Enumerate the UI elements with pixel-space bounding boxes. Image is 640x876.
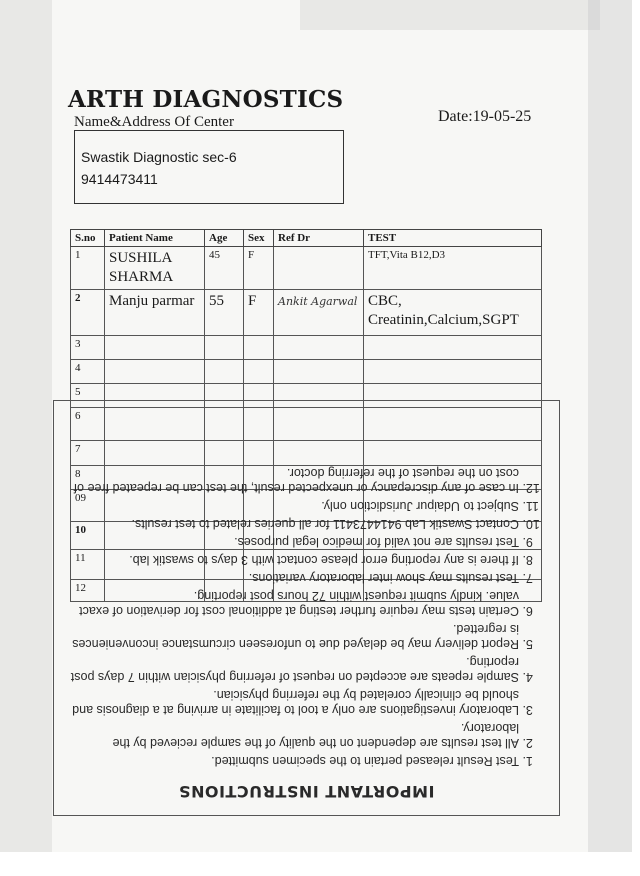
cell-sno: 7 <box>71 441 105 466</box>
instruction-item: 3. Laboratory investigations are only a tool to facilitate in arriving at a diagnosis and should be clinically corelated by the referring physician. <box>68 687 519 717</box>
instructions-panel-inverted <box>53 400 560 816</box>
instruction-item: 12. In case of any discrepancy or unexpected result, the test can be repeated free of cost on the request of the referring doctor. <box>68 465 519 495</box>
cell-sno: 2 <box>71 290 105 336</box>
instruction-item: 5. Report delivery may be delayed due to unforeseen circumstance inconveniences is regretted. <box>68 621 519 651</box>
col-test: TEST <box>364 230 542 247</box>
instruction-item: 8. If there is any reporting error please contact with 3 days to swastik lab. <box>68 552 519 567</box>
cell-age: 55 <box>205 290 244 336</box>
lab-title: ARTH DIAGNOSTICS <box>68 86 344 113</box>
cell-sex: F <box>244 290 274 336</box>
instructions-title: IMPORTANT INSTRUCTIONS <box>178 782 435 801</box>
cell-ref-dr-signature: Ankit Agarwal <box>274 290 364 336</box>
cell-sno: 3 <box>71 336 105 360</box>
scan-shadow-top <box>300 0 600 30</box>
cell-sno: 8 <box>71 466 105 490</box>
cell-sno: 11 <box>71 550 105 580</box>
cell-patient-name: SUSHILA SHARMA <box>105 247 205 290</box>
col-ref-dr: Ref Dr <box>274 230 364 247</box>
center-phone: 9414473411 <box>81 171 158 187</box>
table-row <box>71 290 542 336</box>
instruction-item: 10. Contact Swastik Lab 9414473411 for all queries related to test results. <box>68 516 519 531</box>
instruction-item: 11. Subject to Udaipur Jurisdiction only. <box>68 498 519 513</box>
cell-sno: 6 <box>71 408 105 441</box>
cell-sno: 10 <box>71 522 105 550</box>
instruction-item: 2. All test results are dependent on the quality of the sample recieved by the laboratory. <box>68 720 519 750</box>
scan-shadow-left <box>0 0 52 852</box>
col-age: Age <box>205 230 244 247</box>
cell-test: CBC, Creatinin,Calcium,SGPT <box>364 290 542 336</box>
instruction-item: 9. Test results are not valid for medico legal purposes. <box>68 534 519 549</box>
instruction-item: 4. Sample repeats are accepted on request of referring physician within 7 days post reporting. <box>68 654 519 684</box>
cell-sno: 12 <box>71 580 105 602</box>
cell-sno: 1 <box>71 247 105 290</box>
col-sno: S.no <box>71 230 105 247</box>
cell-ref-dr <box>274 247 364 290</box>
cell-test: TFT,Vita B12,D3 <box>364 247 542 290</box>
instruction-item: 6. Certain tests may require further testing at additional cost for derivation of exact value. kindly submit request within 72 hours post reporting. <box>68 588 519 618</box>
table-header-row <box>71 230 542 247</box>
cell-patient-name: Manju parmar <box>105 290 205 336</box>
cell-age: 45 <box>205 247 244 290</box>
cell-sno: 09 <box>71 490 105 522</box>
scan-shadow-right <box>588 0 632 852</box>
instruction-item: 1. Test Result released pertain to the specimen submitted. <box>68 753 519 768</box>
instruction-item: 7. Test results may show inter laboratory variations. <box>68 570 519 585</box>
col-patient-name: Patient Name <box>105 230 205 247</box>
table-row <box>71 247 542 290</box>
instructions-list <box>68 465 545 768</box>
center-address-box <box>74 130 344 204</box>
table-row <box>71 360 542 384</box>
form-date: Date:19-05-25 <box>438 108 532 125</box>
cell-sex: F <box>244 247 274 290</box>
center-label: Name&Address Of Center <box>74 114 234 130</box>
cell-sno: 5 <box>71 384 105 408</box>
center-name: Swastik Diagnostic sec-6 <box>81 149 237 165</box>
table-row <box>71 336 542 360</box>
col-sex: Sex <box>244 230 274 247</box>
cell-sno: 4 <box>71 360 105 384</box>
